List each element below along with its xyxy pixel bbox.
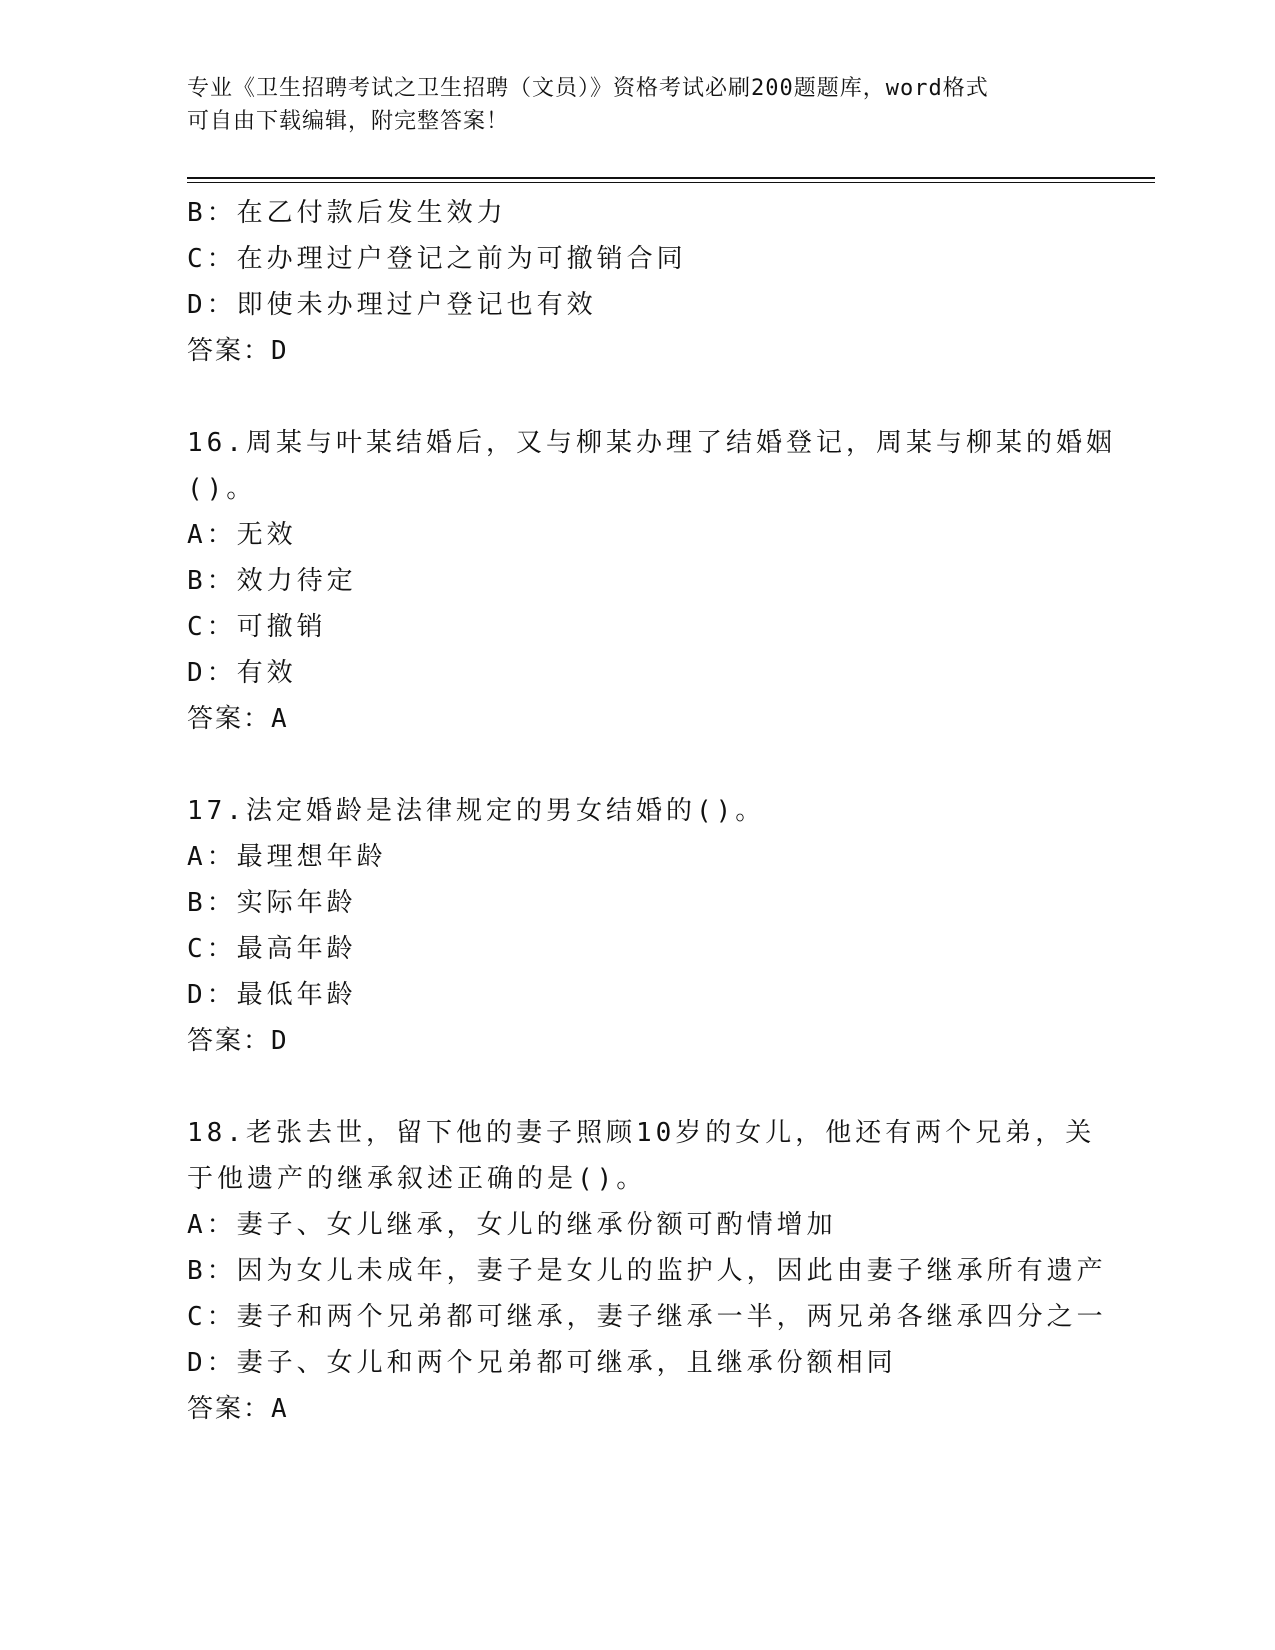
option-c: C：可撤销 — [187, 612, 327, 642]
option-b: B：在乙付款后发生效力 — [187, 198, 507, 228]
option-c: C：最高年龄 — [187, 934, 357, 964]
header-line-1: 专业《卫生招聘考试之卫生招聘（文员）》资格考试必刷200题题库，word格式 — [187, 76, 989, 101]
spacer — [187, 742, 1087, 788]
answer: 答案：D — [187, 336, 289, 366]
header-divider-thick — [187, 177, 1155, 179]
answer: 答案：D — [187, 1026, 289, 1056]
option-d: D：即使未办理过户登记也有效 — [187, 290, 597, 320]
option-d: D：有效 — [187, 658, 297, 688]
option-b: B：实际年龄 — [187, 888, 357, 918]
question-stem: 17.法定婚龄是法律规定的男女结婚的()。 — [187, 796, 766, 826]
option-a: A：最理想年龄 — [187, 842, 387, 872]
document-header — [187, 72, 1067, 138]
option-d: D：最低年龄 — [187, 980, 357, 1010]
answer: 答案：A — [187, 704, 289, 734]
question-stem: 16.周某与叶某结婚后，又与柳某办理了结婚登记，周某与柳某的婚姻 — [187, 428, 1116, 458]
option-a: A：妻子、女儿继承，女儿的继承份额可酌情增加 — [187, 1210, 837, 1240]
option-c: C：在办理过户登记之前为可撤销合同 — [187, 244, 687, 274]
header-line-2: 可自由下载编辑，附完整答案！ — [187, 109, 510, 134]
question-15 — [187, 190, 1087, 374]
question-stem-continued: 于他遗产的继承叙述正确的是()。 — [187, 1164, 647, 1194]
spacer — [187, 374, 1087, 420]
answer: 答案：A — [187, 1394, 289, 1424]
question-stem-continued: ()。 — [187, 474, 257, 504]
question-18 — [187, 1110, 1107, 1432]
question-17 — [187, 788, 1087, 1064]
header-divider-thin — [187, 182, 1155, 183]
spacer — [187, 1064, 1087, 1110]
question-stem: 18.老张去世，留下他的妻子照顾10岁的女儿，他还有两个兄弟，关 — [187, 1118, 1096, 1148]
option-b: B：效力待定 — [187, 566, 357, 596]
option-b: B：因为女儿未成年，妻子是女儿的监护人，因此由妻子继承所有遗产 — [187, 1256, 1107, 1286]
option-a: A：无效 — [187, 520, 297, 550]
option-c: C：妻子和两个兄弟都可继承，妻子继承一半，两兄弟各继承四分之一 — [187, 1302, 1107, 1332]
question-16 — [187, 420, 1116, 742]
question-list — [187, 190, 1116, 1432]
option-d: D：妻子、女儿和两个兄弟都可继承，且继承份额相同 — [187, 1348, 897, 1378]
